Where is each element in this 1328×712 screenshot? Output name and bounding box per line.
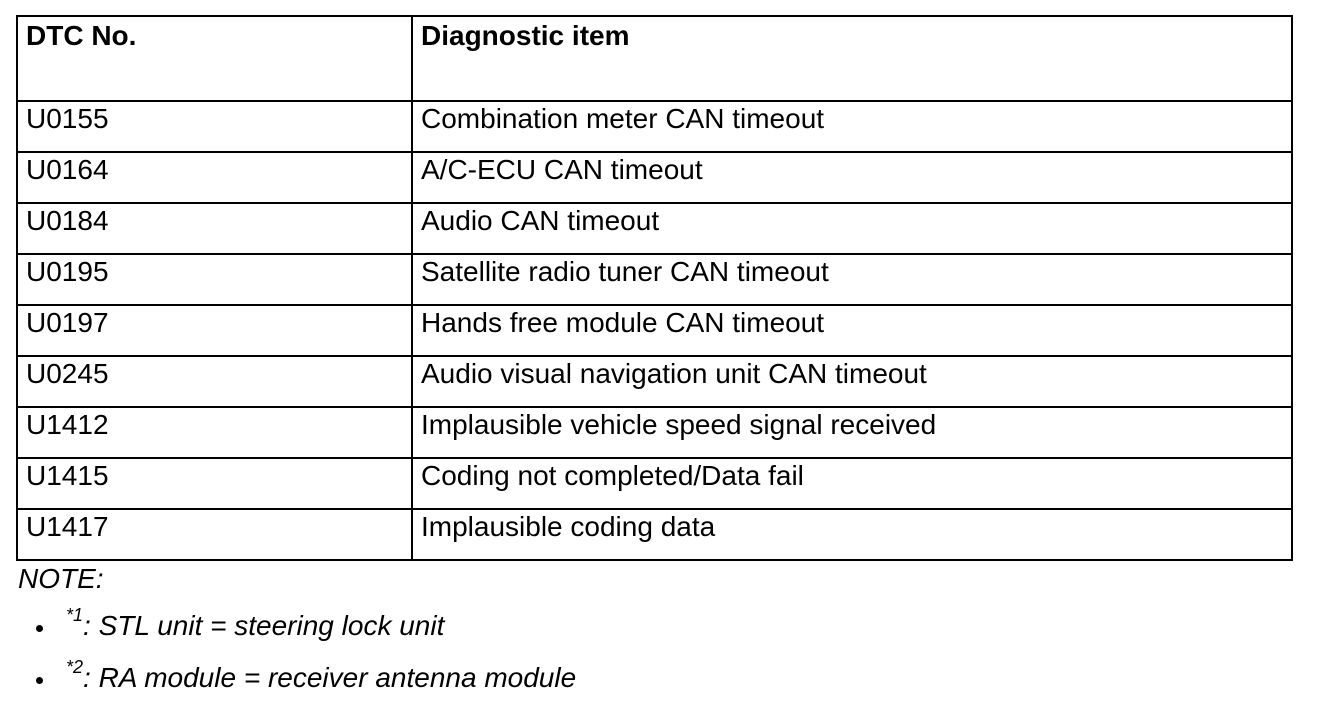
- diagnostic-item: Combination meter CAN timeout: [412, 101, 1292, 152]
- diagnostic-item: Audio visual navigation unit CAN timeout: [412, 356, 1292, 407]
- note-item: [36, 604, 576, 660]
- dtc-code: U1412: [17, 407, 412, 458]
- table-row: [17, 152, 1292, 203]
- diagnostic-item: Audio CAN timeout: [412, 203, 1292, 254]
- diagnostic-item: Satellite radio tuner CAN timeout: [412, 254, 1292, 305]
- note-text: : RA module = receiver antenna module: [83, 662, 577, 693]
- diagnostic-item: A/C-ECU CAN timeout: [412, 152, 1292, 203]
- table-header-row: [17, 16, 1292, 101]
- dtc-code: U0155: [17, 101, 412, 152]
- dtc-code: U0197: [17, 305, 412, 356]
- table-row: [17, 305, 1292, 356]
- dtc-code: U0245: [17, 356, 412, 407]
- table-row: [17, 356, 1292, 407]
- diagnostic-item: Implausible vehicle speed signal received: [412, 407, 1292, 458]
- footnote-mark: *2: [66, 656, 84, 677]
- bullet-icon: [36, 677, 43, 684]
- dtc-code: U1415: [17, 458, 412, 509]
- note-item: [36, 656, 577, 712]
- header-dtc-no: DTC No.: [17, 16, 412, 101]
- diagnostic-item: Coding not completed/Data fail: [412, 458, 1292, 509]
- header-diagnostic-item: Diagnostic item: [412, 16, 1292, 101]
- table-row: [17, 203, 1292, 254]
- note-list: [36, 604, 577, 712]
- dtc-code: U0195: [17, 254, 412, 305]
- table-row: [17, 458, 1292, 509]
- dtc-table: [16, 15, 1293, 561]
- diagnostic-item: Hands free module CAN timeout: [412, 305, 1292, 356]
- table-row: [17, 101, 1292, 152]
- footnote-mark: *1: [66, 604, 84, 625]
- note-label: NOTE:: [18, 563, 104, 594]
- dtc-code: U1417: [17, 509, 412, 560]
- table-row: [17, 407, 1292, 458]
- note-text: : STL unit = steering lock unit: [83, 610, 445, 641]
- table-row: [17, 254, 1292, 305]
- diagnostic-item: Implausible coding data: [412, 509, 1292, 560]
- table-row: [17, 509, 1292, 560]
- dtc-code: U0164: [17, 152, 412, 203]
- dtc-code: U0184: [17, 203, 412, 254]
- bullet-icon: [36, 625, 43, 632]
